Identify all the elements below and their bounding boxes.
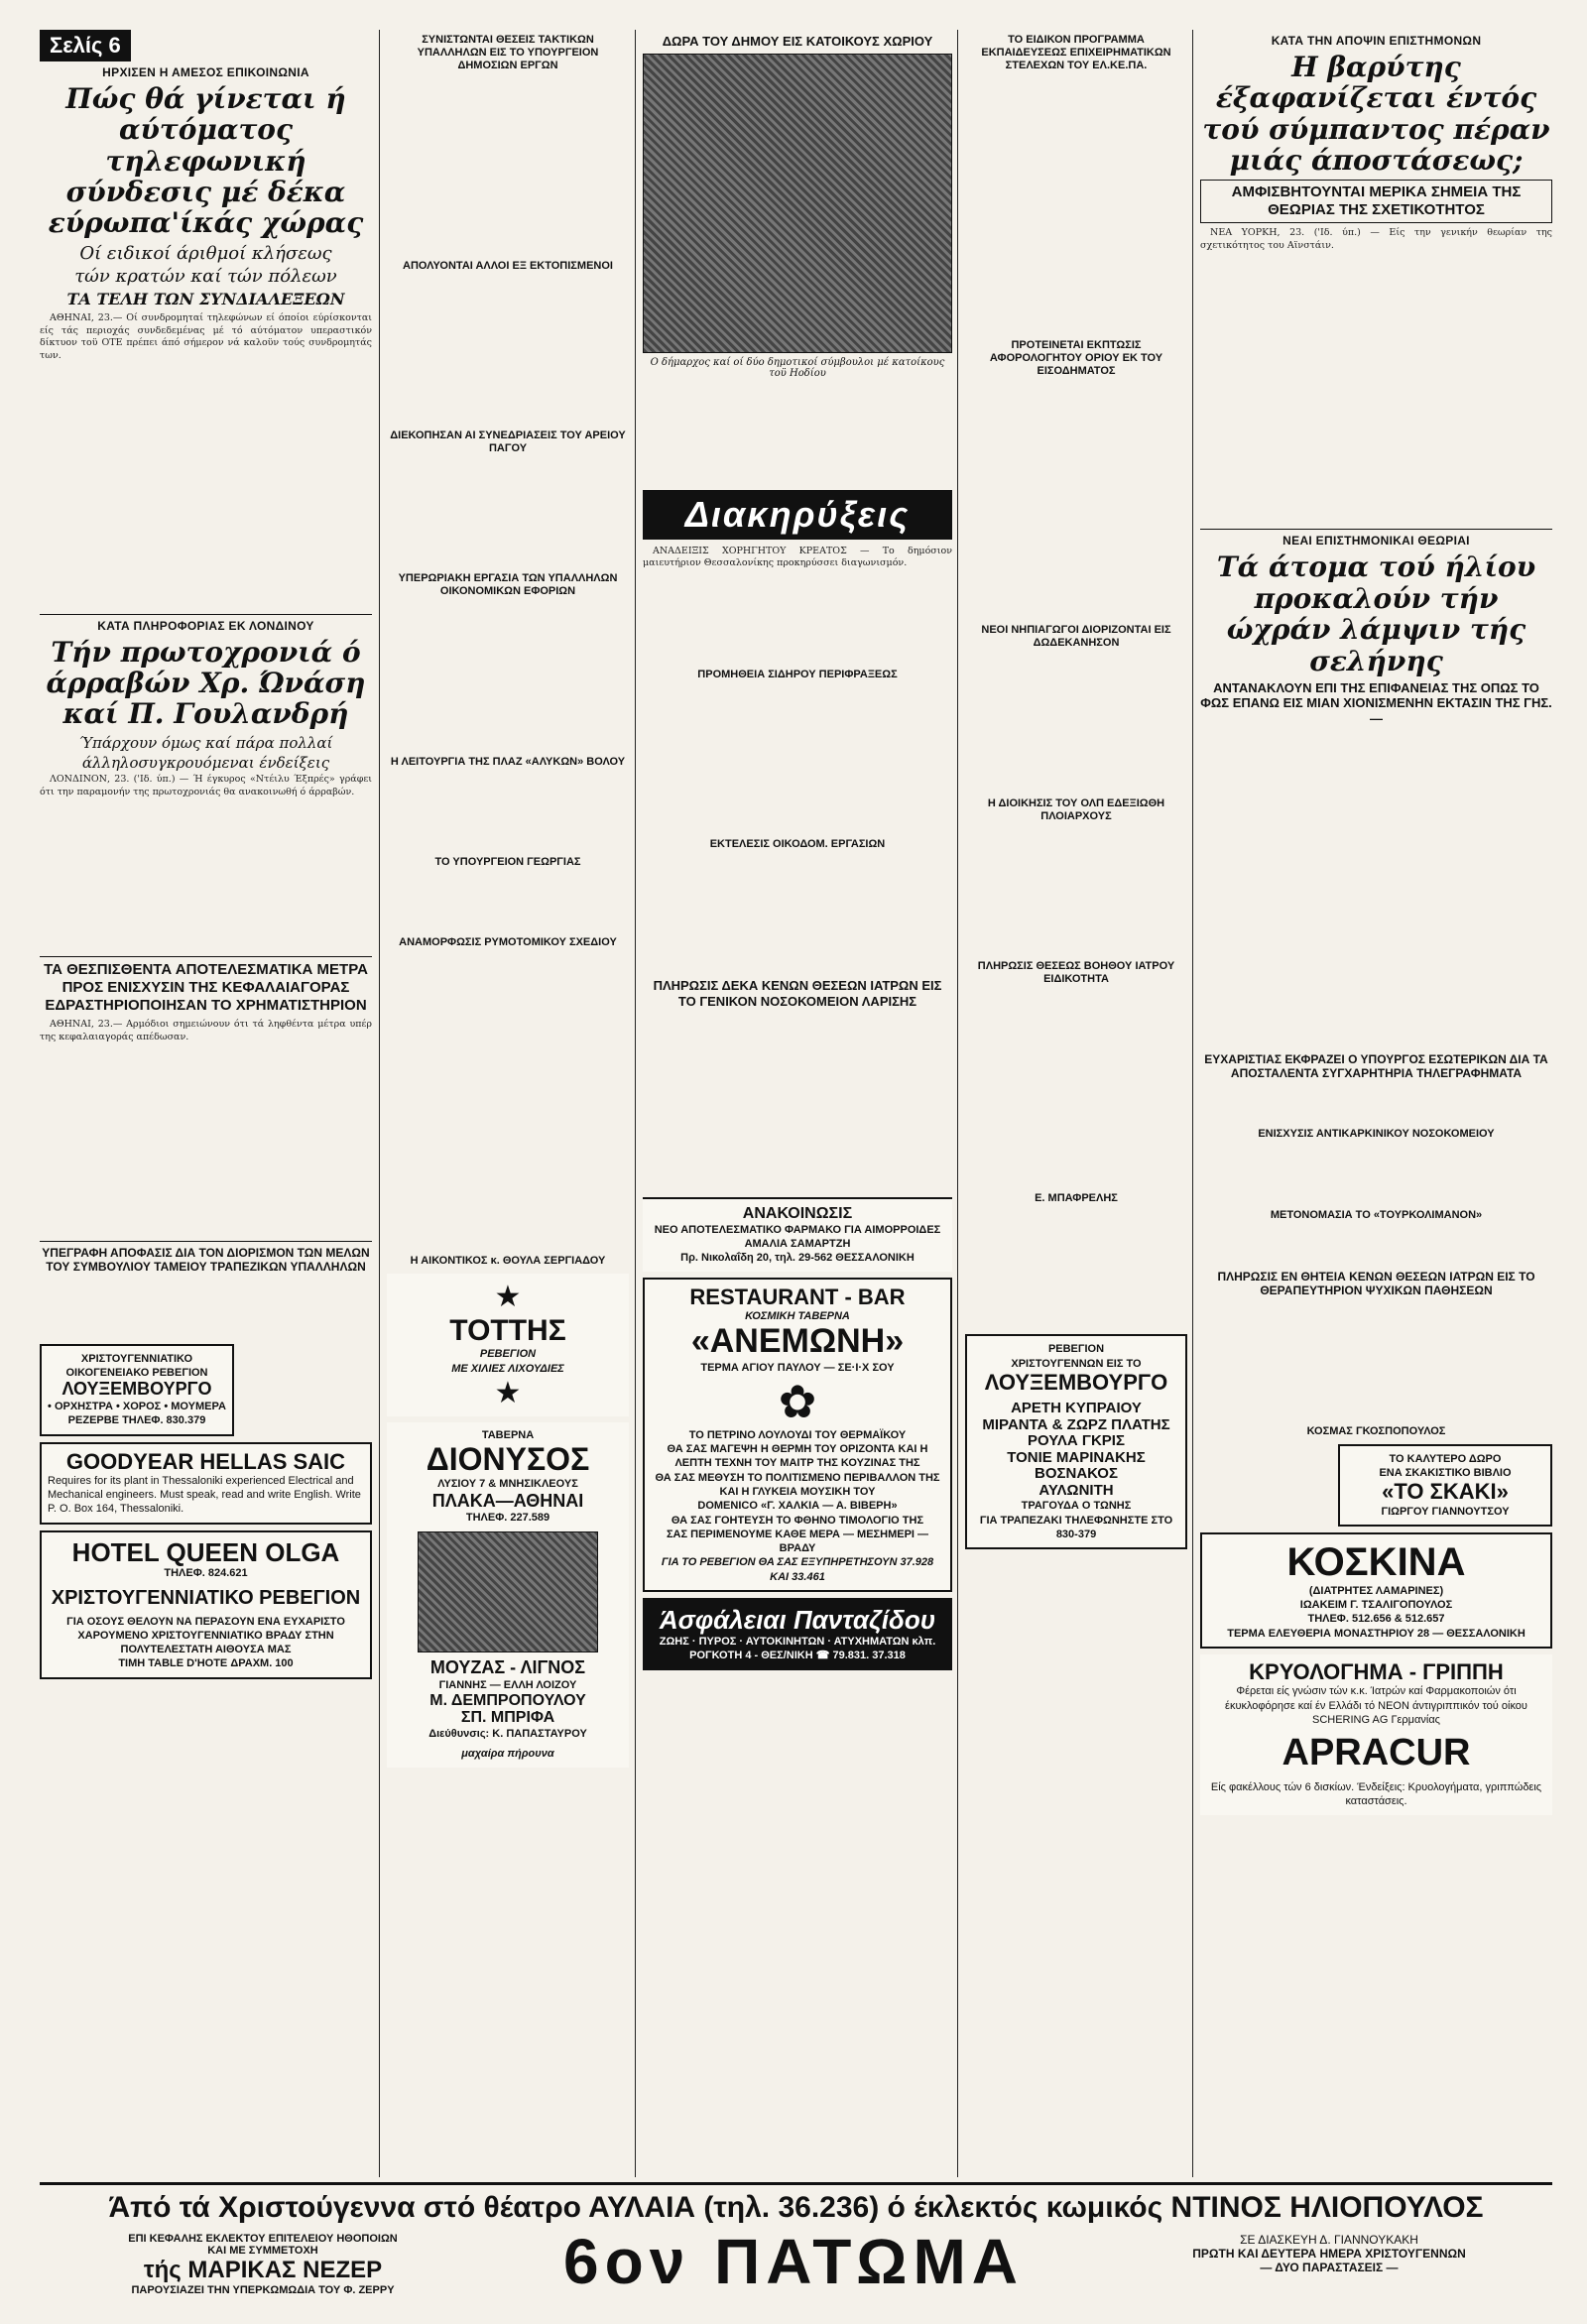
footer-line: ΠΑΡΟΥΣΙΑΖΕΙ ΤΗΝ ΥΠΕΡΚΩΜΩΔΙΑ ΤΟΥ Φ. ΖΕΡΡΥ [131,2284,395,2296]
column-3 [643,30,952,2172]
section-title: ΥΠΕΓΡΑΦΗ ΑΠΟΦΑΣΙΣ ΔΙΑ ΤΟΝ ΔΙΟΡΙΣΜΟΝ ΤΩΝ ΜΕΛΩΝ ΤΟΥ ΣΥΜΒΟΥΛΙΟΥ ΤΑΜΕΙΟΥ ΤΡΑΠΕΖΙΚΩΝ ΥΠΑΛΛΗΛΩΝ [42,1245,370,1275]
ad-line: ΘΑ ΣΑΣ ΓΟΗΤΕΥΣΗ ΤΟ ΦΘΗΝΟ ΤΙΜΟΛΟΓΙΟ ΤΗΣ [671,1514,924,1527]
section-title: ΔΙΕΚΟΠΗΣΑΝ ΑΙ ΣΥΝΕΔΡΙΑΣΕΙΣ ΤΟΥ ΑΡΕΙΟΥ ΠΑΓΟΥ [390,428,626,454]
kicker: ΗΡΧΙΣΕΝ Η ΑΜΕΣΟΣ ΕΠΙΚΟΙΝΩΝΙΑ [102,65,309,79]
ad-line: ΤΙΜΗ TABLE D'HOTE ΔΡΑΧΜ. 100 [118,1657,294,1670]
footer-line: — ΔΥΟ ΠΑΡΑΣΤΑΣΕΙΣ — [1260,2261,1399,2274]
ad-line: ΤΡΑΓΟΥΔΑ Ο ΤΩΝΗΣ [1021,1500,1132,1513]
ad-line: ΤΟ ΠΕΤΡΙΝΟ ΛΟΥΛΟΥΔΙ ΤΟΥ ΘΕΡΜΑΪΚΟΥ [688,1428,907,1441]
headline: Τά άτομα τού ήλίου προκαλούν τήν ώχράν λάμψιν τής σελήνης [1216,550,1536,677]
section-title: ΕΝΙΣΧΥΣΙΣ ΑΝΤΙΚΑΡΚΙΝΙΚΟΥ ΝΟΣΟΚΟΜΕΙΟΥ [1258,1128,1495,1141]
footer-line: ΚΑΙ ΜΕ ΣΥΜΜΕΤΟΧΗ [207,2245,318,2257]
ad-line: ΖΩΗΣ · ΠΥΡΟΣ · ΑΥΤΟΚΙΝΗΤΩΝ · ΑΤΥΧΗΜΑΤΩΝ κλπ. [659,1635,936,1648]
section-title: ΠΛΗΡΩΣΙΣ ΔΕΚΑ ΚΕΝΩΝ ΘΕΣΕΩΝ ΙΑΤΡΩΝ ΕΙΣ ΤΟ ΓΕΝΙΚΟΝ ΝΟΣΟΚΟΜΕΙΟΝ ΛΑΡΙΣΗΣ [653,977,942,1009]
insurance-ad [643,1598,952,1670]
column-5 [1200,30,1552,2172]
headline: Πώς θά γίνεται ή αύτόματος τηλεφωνική σύνδεσις μέ δέκα εύρωπα'ίκάς χώρας [48,82,364,240]
column-4 [965,30,1187,2172]
paragraph: ΑΝΑΔΕΙΞΙΣ ΧΟΡΗΓΗΤΟΥ ΚΡΕΑΤΟΣ — Το δημόσιον μαιευτήριον Θεσσαλονίκης προκηρύσσει διαγωνισμόν. [643,545,952,569]
ad-title: ΑΥΛΩΝΙΤΗ [1038,1481,1114,1499]
subheadline: Οί ειδικοί άριθμοί κλήσεως [79,242,332,264]
headline: Η βαρύτης έξαφανίζεται έντός τού σύμπαντος πέραν μιάς άποστάσεως; [1202,51,1550,178]
ad-line: (ΔΙΑΤΡΗΤΕΣ ΛΑΜΑΡΙΝΕΣ) [1308,1584,1444,1597]
paragraph: ΝΕΑ ΥΟΡΚΗ, 23. ('Ιδ. ύπ.) — Είς την γενικήν θεωρίαν της σχετικότητος του Αϊνστάιν. [1200,227,1552,252]
ad-title: ΑΝΑΚΟΙΝΩΣΙΣ [742,1205,853,1223]
section-title: Η ΔΙΟΙΚΗΣΙΣ ΤΟΥ ΟΛΠ ΕΔΕΞΙΩΘΗ ΠΛΟΙΑΡΧΟΥΣ [987,796,1165,822]
ad-line: ΘΑ ΣΑΣ ΜΕΘΥΣΗ ΤΟ ΠΟΛΙΤΙΣΜΕΝΟ ΠΕΡΙΒΑΛΛΟΝ ΤΗΣ ΚΑΙ Η ΓΛΥΚΕΙΑ ΜΟΥΣΙΚΗ ΤΟΥ [655,1471,940,1498]
section-title: Η ΛΕΙΤΟΥΡΓΙΑ ΤΗΣ ΠΛΑΖ «ΑΛΥΚΩΝ» ΒΟΛΟΥ [390,755,626,768]
paragraph: ΑΘΗΝΑΙ, 23.— Αρμόδιοι σημειώνουν ότι τά ληφθέντα μέτρα υπέρ της κεφαλαιαγοράς απέδωσαν. [40,1018,372,1042]
section-title: ΣΥΝΙΣΤΩΝΤΑΙ ΘΕΣΕΙΣ ΤΑΚΤΙΚΩΝ ΥΠΑΛΛΗΛΩΝ ΕΙΣ ΤΟ ΥΠΟΥΡΓΕΙΟΝ ΔΗΜΟΣΙΩΝ ΕΡΓΩΝ [417,34,599,72]
ad-line: ΙΩΑΚΕΙΜ Γ. ΤΣΑΛΙΓΟΠΟΥΛΟΣ [1299,1599,1453,1612]
subheadline: άλληλοσυγκρουόμεναι ένδείξεις [81,753,330,772]
section-title: ΤΟ ΥΠΟΥΡΓΕΙΟΝ ΓΕΩΡΓΙΑΣ [434,855,581,868]
ad-body: Είς φακέλλους τών 6 δισκίων. Ένδείξεις: Κρυολογήματα, γριππώδεις καταστάσεις. [1210,1780,1542,1808]
section-title: ΝΕΟΙ ΝΗΠΙΑΓΩΓΟΙ ΔΙΟΡΙΖΟΝΤΑΙ ΕΙΣ ΔΩΔΕΚΑΝΗΣΟΝ [981,624,1171,650]
ad-line: ΚΟΣΜΙΚΗ ΤΑΒΕΡΝΑ [745,1309,850,1322]
ad-line: ΡΕΒΕΓΙΟΝ [1047,1343,1105,1356]
paragraph: ΛΟΝΔΙΝΟΝ, 23. ('Ιδ. ύπ.) — Ή έγκυρος «Ντέιλυ Έξπρές» γράφει ότι την παραμονήν της πρωτοχρονιάς θα ανακοινωθή ό άρραβών. [40,773,372,797]
goodyear-ad [40,1442,372,1525]
ad-title: ΣΠ. ΜΠΡΙΦΑ [460,1709,555,1727]
page-label: Σελίς 6 [40,30,131,61]
luxembourg-revue-ad [965,1334,1187,1549]
subheadline: ΑΝΤΑΝΑΚΛΟΥΝ ΕΠΙ ΤΗΣ ΕΠΙΦΑΝΕΙΑΣ ΤΗΣ ΟΠΩΣ ΤΟ ΦΩΣ ΕΠΑΝΩ ΕΙΣ ΜΙΑΝ ΧΙΟΝΙΣΜΕΝΗΝ ΕΚΤΑΣΙΝ ΤΗΣ ΓΗΣ.— [1200,679,1552,727]
masthead [40,30,372,61]
ad-line: ΤΟ ΚΑΛΥΤΕΡΟ ΔΩΡΟ [1389,1452,1502,1465]
ad-title: ΔΙΟΝΥΣΟΣ [426,1441,590,1478]
theater-ad-footer [40,2182,1552,2304]
ad-line: DOMENICO «Γ. ΧΑΛΚΙΑ — Α. ΒΙΒΕΡΗ» [697,1500,898,1513]
ad-line: ΣΑΣ ΠΕΡΙΜΕΝΟΥΜΕ ΚΑΘΕ ΜΕΡΑ — ΜΕΣΗΜΕΡΙ — ΒΡΑΔΥ [666,1528,929,1555]
ad-line: ΝΕΟ ΑΠΟΤΕΛΕΣΜΑΤΙΚΟ ΦΑΡΜΑΚΟ ΓΙΑ ΑΙΜΟΡΡΟΙΔΕΣ [654,1223,941,1236]
ad-line: ΓΙΑ ΤΟ ΡΕΒΕΓΙΟΝ ΘΑ ΣΑΣ ΕΞΥΠΗΡΕΤΗΣΟΥΝ 37.928 ΚΑΙ 33.461 [661,1556,934,1583]
ad-line: ΓΙΑ ΟΣΟΥΣ ΘΕΛΟΥΝ ΝΑ ΠΕΡΑΣΟΥΝ ΕΝΑ ΕΥΧΑΡΙΣΤΟ ΧΑΡΟΥΜΕΝΟ ΧΡΙΣΤΟΥΓΕΝΝΙΑΤΙΚΟ ΒΡΑΔΥ ΣΤΗΝ ΠΟΛΥΤΕΛΕΣΤΑΤΗ ΑΙΘΟΥΣΑ ΜΑΣ [66,1615,345,1656]
hotel-queen-olga-ad [40,1530,372,1679]
announcements-banner: Διακηρύξεις [643,490,952,540]
ad-line: ΡΟΓΚΟΤΗ 4 - ΘΕΣ/ΝΙΚΗ ☎ 79.831. 37.318 [689,1649,906,1661]
hemorrhoid-ad [643,1197,952,1271]
ad-line: ΤΕΡΜΑ ΑΓΙΟΥ ΠΑΥΛΟΥ — ΣΕ·Ι·Χ ΣΟΥ [700,1361,895,1374]
ad-title: APRACUR [1282,1732,1471,1774]
footer-line: τής ΜΑΡΙΚΑΣ ΝΕΖΕΡ [143,2257,383,2283]
ad-line: • ΟΡΧΗΣΤΡΑ • ΧΟΡΟΣ • ΜΟΥΜΕΡΑ [48,1400,226,1412]
ad-body: Requires for its plant in Thessaloniki experienced Electrical and Mechanical engineers. Must speak, read and write English. Write P. O. Box 164, Thessaloniki. [48,1474,361,1516]
section-title: ΠΛΗΡΩΣΙΣ ΘΕΣΕΩΣ ΒΟΗΘΟΥ ΙΑΤΡΟΥ ΕΙΔΙΚΟΤΗΤΑ [977,959,1175,986]
tottis-ad [387,1274,629,1416]
ad-title: ΤΟΤΤΗΣ [449,1314,566,1348]
ad-line: ΡΕΒΕΓΙΟΝ [479,1348,537,1361]
ad-title: ΠΛΑΚΑ—ΑΘΗΝΑΙ [431,1490,584,1511]
newspaper-page [40,30,1552,2301]
ad-title: ΜΟΥΖΑΣ - ΛΙΓΝΟΣ [429,1656,586,1677]
kicker: ΝΕΑΙ ΕΠΙΣΤΗΜΟΝΙΚΑΙ ΘΕΩΡΙΑΙ [1282,534,1470,549]
section-title: ΠΡΟΤΕΙΝΕΤΑΙ ΕΚΠΤΩΣΙΣ ΑΦΟΡΟΛΟΓΗΤΟΥ ΟΡΙΟΥ ΕΚ ΤΟΥ ΕΙΣΟΔΗΜΑΤΟΣ [989,338,1163,377]
footer-line: ΕΠΙ ΚΕΦΑΛΗΣ ΕΚΛΕΚΤΟΥ ΕΠΙΤΕΛΕΙΟΥ ΗΘΟΠΟΙΩΝ [128,2233,398,2245]
ad-title: GOODYEAR HELLAS SAIC [65,1448,346,1474]
section-title: ΑΝΑΜΟΡΦΩΣΙΣ ΡΥΜΟΤΟΜΙΚΟΥ ΣΧΕΔΙΟΥ [399,935,617,948]
article-body [40,312,372,610]
ad-line: ΓΙΩΡΓΟΥ ΓΙΑΝΝΟΥΤΣΟΥ [1381,1505,1510,1518]
star-icon: ★ [494,1280,522,1315]
signature: Ε. ΜΠΑΦΡΕΛΗΣ [1035,1192,1118,1205]
section-title: ΤΑ ΘΕΣΠΙΣΘΕΝΤΑ ΑΠΟΤΕΛΕΣΜΑΤΙΚΑ ΜΕΤΡΑ ΠΡΟΣ ΕΝΙΣΧΥΣΙΝ ΤΗΣ ΚΕΦΑΛΑΙΑΓΟΡΑΣ ΕΔΡΑΣΤΗΡΙΟΠΟΙΗΣΑΝ ΤΟ ΧΡΗΜΑΤΙΣΤΗΡΙΟΝ [44,960,368,1014]
chess-book-ad [1338,1444,1552,1527]
ad-line: ΤΗΛΕΦ. 824.621 [164,1567,248,1580]
koskina-ad [1200,1532,1552,1649]
ad-line: ΕΝΑ ΣΚΑΚΙΣΤΙΚΟ ΒΙΒΛΙΟ [1379,1467,1512,1480]
kicker: ΚΑΤΑ ΤΗΝ ΑΠΟΨΙΝ ΕΠΙΣΤΗΜΟΝΩΝ [1271,34,1482,48]
villagers-photo [643,54,952,353]
ad-title: ΡΟΥΛΑ ΓΚΡΙΣ [1028,1432,1125,1450]
ad-line: ΧΡΙΣΤΟΥΓΕΝΝΙΑΤΙΚΟ [80,1352,193,1365]
ad-line: Διεύθυνσις: Κ. ΠΑΠΑΣΤΑΥΡΟΥ [428,1728,587,1740]
footer-right [1116,2233,1542,2274]
section-title: ΤΟ ΕΙΔΙΚΟΝ ΠΡΟΓΡΑΜΜΑ ΕΚΠΑΙΔΕΥΣΕΩΣ ΕΠΙΧΕΙΡΗΜΑΤΙΚΩΝ ΣΤΕΛΕΧΩΝ ΤΟΥ ΕΛ.ΚΕ.ΠΑ. [981,34,1171,72]
column-divider [957,30,958,2177]
star-icon: ★ [494,1375,522,1410]
ad-title: HOTEL QUEEN OLGA [71,1536,340,1567]
ad-line: ΓΙΑ ΤΡΑΠΕΖΑΚΙ ΤΗΛΕΦΩΝΗΣΤΕ ΣΤΟ 830-379 [979,1514,1173,1540]
apracur-ad [1200,1654,1552,1814]
anemoni-ad [643,1278,952,1592]
kicker: ΚΑΤΑ ΠΛΗΡΟΦΟΡΙΑΣ ΕΚ ΛΟΝΔΙΝΟΥ [97,618,314,633]
section-title: ΕΥΧΑΡΙΣΤΙΑΣ ΕΚΦΡΑΖΕΙ Ο ΥΠΟΥΡΓΟΣ ΕΣΩΤΕΡΙΚΩΝ ΔΙΑ ΤΑ ΑΠΟΣΤΑΛΕΝΤΑ ΣΥΓΧΑΡΗΤΗΡΙΑ ΤΗΛΕΓΡΑΦΗΜΑΤΑ [1204,1051,1548,1081]
ad-title: ΑΡΕΤΗ ΚΥΠΡΑΙΟΥ [1011,1400,1142,1417]
article-body [40,1019,372,1237]
section-title: ΠΛΗΡΩΣΙΣ ΕΝ ΘΗΤΕΙΑ ΚΕΝΩΝ ΘΕΣΕΩΝ ΙΑΤΡΩΝ ΕΙΣ ΤΟ ΘΕΡΑΠΕΥΤΗΡΙΟΝ ΨΥΧΙΚΩΝ ΠΑΘΗΣΕΩΝ [1217,1269,1535,1298]
section-title: ΑΠΟΛΥΟΝΤΑΙ ΑΛΛΟΙ ΕΞ ΕΚΤΟΠΙΣΜΕΝΟΙ [403,259,613,272]
ad-title: ΛΟΥΞΕΜΒΟΥΡΓΟ [984,1370,1168,1396]
ad-title: ΛΟΥΞΕΜΒΟΥΡΓΟ [61,1379,212,1400]
ad-line: ΟΙΚΟΓΕΝΕΙΑΚΟ ΡΕΒΕΓΙΟΝ [65,1366,208,1379]
ad-line: ΤΑΒΕΡΝΑ [481,1428,535,1441]
musicians-photo [418,1531,598,1652]
photo-caption: Ο δήμαρχος καί οί δύο δημοτικοί σύμβουλοι μέ κατοίκους τοϋ Ηοδίου [650,356,945,379]
signature: ΚΟΣΜΑΣ ΓΚΟΣΠΟΠΟΥΛΟΣ [1306,1424,1446,1437]
ad-title: ΚΡΥΟΛΟΓΗΜΑ - ΓΡΙΠΠΗ [1249,1659,1504,1685]
footer-left [50,2233,476,2296]
headline: Τήν πρωτοχρονιά ό άρραβών Χρ. Ώνάση καί Π. Γουλανδρή [46,635,366,731]
section-title: ΔΩΡΑ ΤΟΥ ΔΗΜΟΥ ΕΙΣ ΚΑΤΟΙΚΟΥΣ ΧΩΡΙΟΥ [662,34,933,49]
article-body [40,774,372,952]
ad-line: ΤΗΛΕΦ. 227.589 [465,1512,550,1525]
play-title: 6ον ΠΑΤΩΜΑ [563,2226,1024,2297]
ad-line: ΤΕΡΜΑ ΕΛΕΥΘΕΡΙΑ ΜΟΝΑΣΤΗΡΙΟΥ 28 — ΘΕΣΣΑΛΟΝΙΚΗ [1227,1627,1526,1640]
ad-title: ΒΟΣΝΑΚΟΣ [1035,1465,1118,1483]
luxembourg-ad [40,1344,234,1436]
subheadline: Ύπάρχουν όμως καί πάρα πολλαί [78,733,333,752]
dionysos-ad [387,1422,629,1768]
article-body [643,546,952,665]
paragraph: ΑΘΗΝΑΙ, 23.— Οί συνδρομηταί τηλεφώνων εί όποίοι εύρίσκονται είς τάς περιοχάς συνδεδεμένας μέ τό αύτόματον υπεραστικόν δίκτυον τοϋ ΟΤΕ πρέπει άπό σήμερον νά καλοϋν τούς συνδρομητάς των. [40,311,372,362]
subheadline: τών κρατών καί τών πόλεων [74,265,337,287]
column-1 [40,30,372,2172]
footer-line: ΣΕ ΔΙΑΣΚΕΥΗ Δ. ΓΙΑΝΝΟΥΚΑΚΗ [1240,2233,1418,2247]
ad-title: RESTAURANT - BAR [689,1284,906,1309]
ad-line: ΧΡΙΣΤΟΥΓΕΝΝΩΝ ΕΙΣ ΤΟ [1011,1357,1142,1370]
footer-headline: Άπό τά Χριστούγεννα στό θέατρο ΑΥΛΑΙΑ (τηλ. 36.236) ό έκλεκτός κωμικός ΝΤΙΝΟΣ ΗΛΙΟΠΟΥΛΟΣ [108,2191,1484,2224]
article-body [1200,227,1552,525]
ad-title: ΤΟΝΙΕ ΜΑΡΙΝΑΚΗΣ [1007,1448,1146,1466]
ad-line: ΜΕ ΧΙΛΙΕΣ ΛΙΧΟΥΔΙΕΣ [451,1362,564,1375]
logo-text: μαχαίρα πήρουνα [461,1748,554,1761]
column-2 [387,30,629,2172]
section-title: ΕΚΤΕΛΕΣΙΣ ΟΙΚΟΔΟΜ. ΕΡΓΑΣΙΩΝ [709,837,886,850]
section-title: ΤΑ ΤΕΛΗ ΤΩΝ ΣΥΝΔΙΑΛΕΞΕΩΝ [66,289,345,308]
flower-icon: ✿ [778,1374,817,1428]
ad-title: Μ. ΔΕΜΠΡΟΠΟΥΛΟΥ [429,1691,586,1709]
section-title: ΜΕΤΟΝΟΜΑΣΙΑ ΤΟ «ΤΟΥΡΚΟΛΙΜΑΝΟΝ» [1270,1208,1483,1221]
column-divider [1192,30,1193,2177]
subheadline: ΑΜΦΙΣΒΗΤΟΥΝΤΑΙ ΜΕΡΙΚΑ ΣΗΜΕΙΑ ΤΗΣ ΘΕΩΡΙΑΣ ΤΗΣ ΣΧΕΤΙΚΟΤΗΤΟΣ [1200,180,1552,223]
ad-line: ΓΙΑΝΝΗΣ — ΕΛΛΗ ΛΟΙΖΟΥ [438,1678,577,1691]
column-divider [635,30,636,2177]
section-title: ΠΡΟΜΗΘΕΙΑ ΣΙΔΗΡΟΥ ΠΕΡΙΦΡΑΞΕΩΣ [697,668,898,680]
ad-line: ΤΗΛΕΦ. 512.656 & 512.657 [1307,1613,1445,1626]
ad-line: Πρ. Νικολαΐδη 20, τηλ. 29-562 ΘΕΣΣΑΛΟΝΙΚΗ [680,1252,915,1265]
ad-line: ΛΥΣΙΟΥ 7 & ΜΝΗΣΙΚΛΕΟΥΣ [437,1478,578,1491]
ad-title: ΧΡΙΣΤΟΥΓΕΝΝΙΑΤΙΚΟ ΡΕΒΕΓΙΟΝ [51,1586,361,1609]
ad-line: ΑΜΑΛΙΑ ΣΑΜΑΡΤΖΗ [744,1238,851,1251]
ad-body: Φέρεται είς γνώσιν τών κ.κ. Ίατρών καί Φαρμακοποιών ότι έκυκλοφόρησε καί έν Ελλάδι τό NEON άντιγριππικόν τού οίκου SCHERING AG Γερμανίας [1225,1685,1527,1726]
signature: Η ΑΙΚΟΝΤΙΚΟΣ κ. ΘΟΥΛΑ ΣΕΡΓΙΑΔΟΥ [410,1255,606,1268]
footer-line: ΠΡΩΤΗ ΚΑΙ ΔΕΥΤΕΡΑ ΗΜΕΡΑ ΧΡΙΣΤΟΥΓΕΝΝΩΝ [1192,2247,1466,2261]
ad-title: «ΑΝΕΜΩΝΗ» [690,1322,905,1361]
ad-title: ΚΟΣΚΙΝΑ [1286,1539,1466,1584]
ad-title: «ΤΟ ΣΚΑΚΙ» [1382,1479,1509,1505]
ad-line: ΡΕΖΕΡΒΕ ΤΗΛΕΦ. 830.379 [67,1414,206,1427]
section-title: ΥΠΕΡΩΡΙΑΚΗ ΕΡΓΑΣΙΑ ΤΩΝ ΥΠΑΛΛΗΛΩΝ ΟΙΚΟΝΟΜΙΚΩΝ ΕΦΟΡΙΩΝ [398,572,618,598]
column-divider [379,30,380,2177]
ad-line: ΘΑ ΣΑΣ ΜΑΓΕΨΗ Η ΘΕΡΜΗ ΤΟΥ ΟΡΙΖΟΝΤΑ ΚΑΙ Η ΛΕΠΤΗ ΤΕΧΝΗ ΤΟΥ ΜΑΙΤΡ ΤΗΣ ΚΟΥΖΙΝΑΣ ΤΗΣ [667,1443,928,1470]
ad-title: Άσφάλειαι Πανταζίδου [659,1605,936,1636]
ad-title: ΜΙΡΑΝΤΑ & ΖΩΡΖ ΠΛΑΤΗΣ [982,1415,1170,1433]
